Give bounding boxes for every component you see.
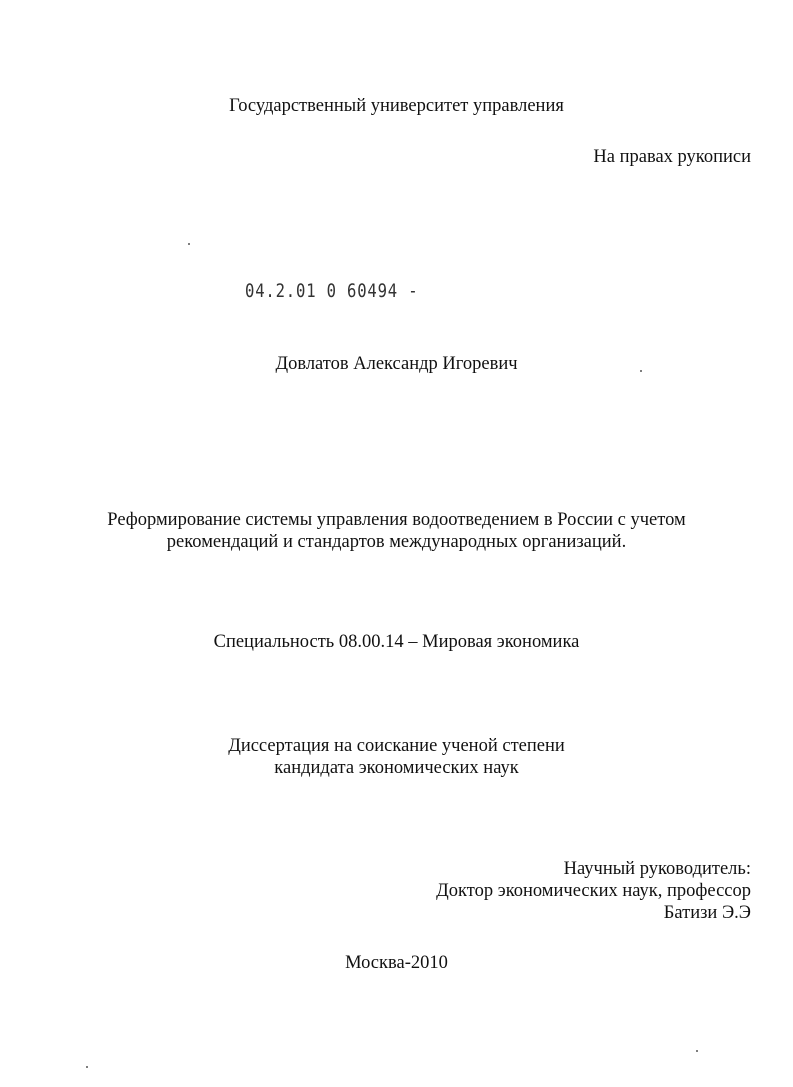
- supervisor-credentials: Доктор экономических наук, профессор: [436, 881, 751, 901]
- scan-speck: [86, 1066, 88, 1068]
- registration-number-stamp: 04.2.01 0 60494 -: [245, 280, 419, 302]
- scan-speck: [640, 370, 642, 372]
- manuscript-rights-note: На правах рукописи: [593, 147, 751, 167]
- supervisor-heading: Научный руководитель:: [563, 859, 751, 879]
- degree-line-1: Диссертация на соискание ученой степени: [228, 736, 565, 756]
- institution-name: Государственный университет управления: [229, 96, 564, 116]
- supervisor-name: Батизи Э.Э: [663, 903, 751, 923]
- thesis-title-line-2: рекомендаций и стандартов международных организаций.: [166, 532, 627, 552]
- scan-speck: [696, 1050, 698, 1052]
- scan-speck: [188, 243, 190, 245]
- city-year: Москва-2010: [345, 953, 448, 973]
- thesis-title-line-1: Реформирование системы управления водоотведением в России с учетом: [107, 510, 686, 530]
- degree-line-2: кандидата экономических наук: [274, 758, 519, 778]
- author-name: Довлатов Александр Игоревич: [275, 354, 518, 374]
- specialty: Специальность 08.00.14 – Мировая экономика: [213, 632, 580, 652]
